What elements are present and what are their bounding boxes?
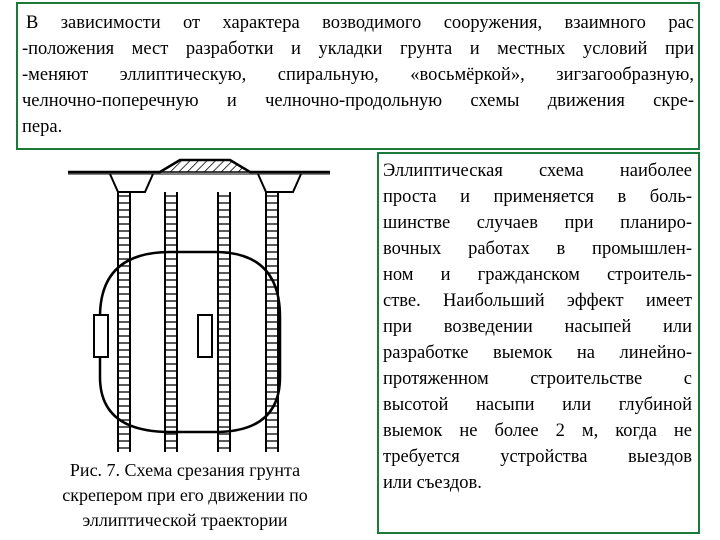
scraper-left	[94, 315, 108, 357]
desc-line-11: выемок не более 2 м, когда не	[383, 421, 692, 441]
intro-paragraph-box	[16, 2, 700, 150]
intro-line-1: В зависимости от характера возводимого сооружения, взаимного рас	[26, 13, 694, 33]
soil-strip	[218, 192, 230, 452]
desc-line-3: шинстве случаев при планиро-	[383, 213, 692, 233]
desc-line-6: стве. Наибольший эффект имеет	[383, 291, 692, 311]
intro-line-2: -положения мест разработки и укладки грунта и местных условий при	[22, 39, 694, 59]
desc-line-9: протяженном строительстве с	[383, 369, 692, 389]
desc-line-12: требуется устройства выездов	[383, 447, 692, 467]
desc-line-8: разработке выемок на линейно-	[383, 343, 692, 363]
desc-line-10: высотой насыпи или глубиной	[383, 395, 692, 415]
desc-line-2: проста и применяется в боль-	[383, 187, 692, 207]
desc-line-13: или съездов.	[383, 473, 482, 493]
figure-caption	[20, 458, 350, 533]
soil-strip	[165, 192, 177, 452]
elliptical-path	[100, 252, 280, 432]
caption-line-2: скрепером при его движении по	[62, 485, 308, 505]
intro-line-5: пера.	[22, 117, 63, 137]
caption-line-3: эллиптической траектории	[82, 510, 288, 530]
desc-line-7: при возведении насыпей или	[383, 317, 692, 337]
soil-strip	[118, 192, 130, 452]
scraper-scheme-figure	[20, 152, 370, 452]
intro-line-4: челночно-поперечную и челночно-продольную схемы движения скре-	[22, 91, 694, 111]
description-paragraph-box	[377, 152, 700, 534]
caption-line-1: Рис. 7. Схема срезания грунта	[69, 460, 301, 480]
desc-line-5: ном и гражданском строитель-	[383, 265, 692, 285]
desc-line-1: Эллиптическая схема наиболее	[383, 161, 692, 181]
elliptical-scheme-drawing	[20, 152, 370, 452]
intro-line-3: -меняют эллиптическую, спиральную, «восьмёркой», зигзагообразную,	[22, 65, 694, 85]
scraper-right	[198, 315, 212, 357]
ground-profile	[68, 160, 330, 192]
desc-line-4: вочных работах в промышлен-	[383, 239, 692, 259]
